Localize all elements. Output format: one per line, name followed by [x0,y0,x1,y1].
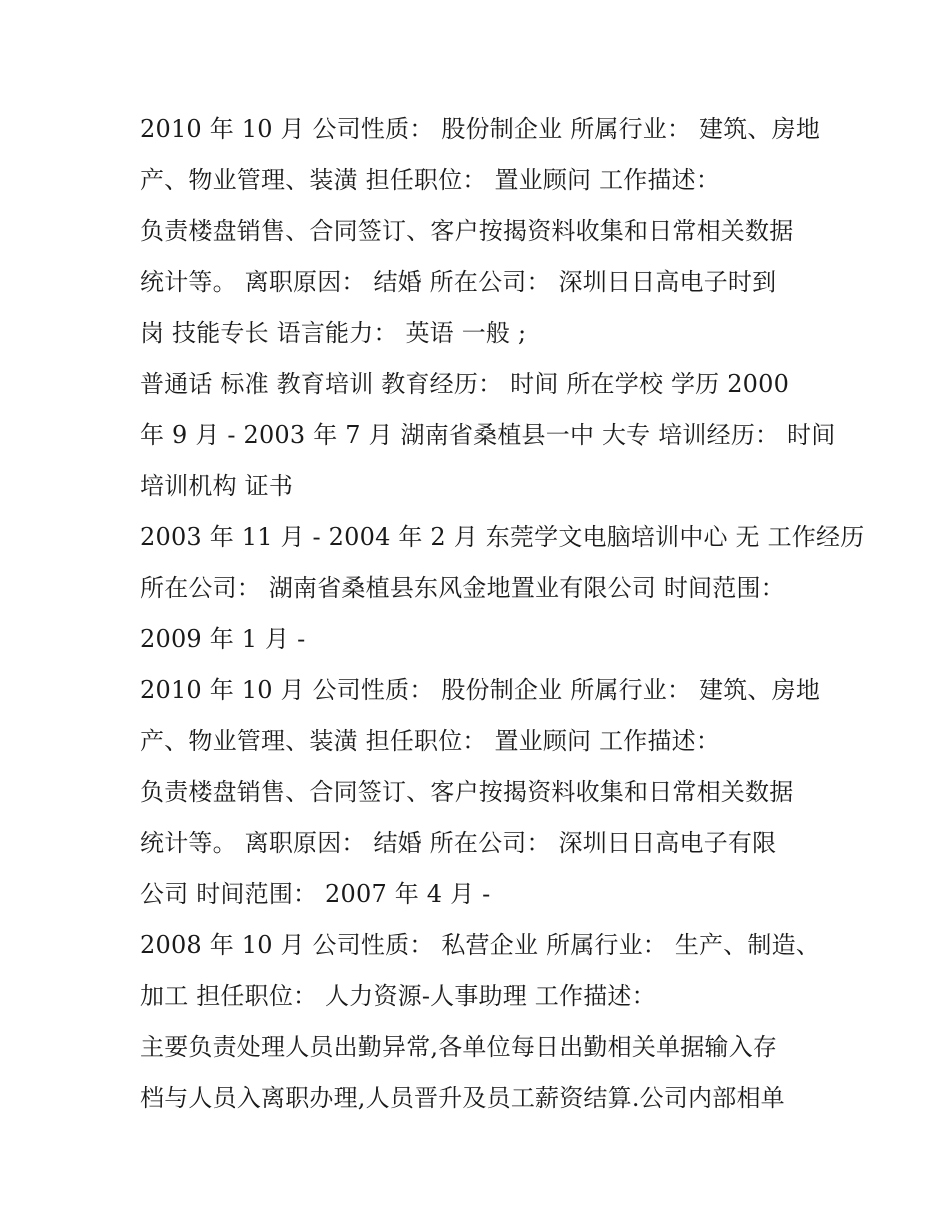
text-line: 负责楼盘销售、合同签订、客户按揭资料收集和日常相关数据 [140,217,794,245]
text-line: 所在公司： 湖南省桑植县东风金地置业有限公司 时间范围： [140,574,785,602]
text-line: 产、物业管理、装潢 担任职位： 置业顾问 工作描述： [140,166,721,194]
text-line: 产、物业管理、装潢 担任职位： 置业顾问 工作描述： [140,727,721,755]
text-line: 普通话 标准 教育培训 教育经历： 时间 所在学校 学历 2000 [140,370,790,398]
text-line: 统计等。 离职原因： 结婚 所在公司： 深圳日日高电子时到 [140,268,777,296]
text-line: 年 9 月 - 2003 年 7 月 湖南省桑植县一中 大专 培训经历： 时间 [140,421,836,449]
text-line: 负责楼盘销售、合同签订、客户按揭资料收集和日常相关数据 [140,778,794,806]
text-line: 2009 年 1 月 - [140,625,306,653]
text-line: 2010 年 10 月 公司性质： 股份制企业 所属行业： 建筑、房地 [140,115,821,143]
text-line: 2008 年 10 月 公司性质： 私营企业 所属行业： 生产、制造、 [140,931,821,959]
text-line: 加工 担任职位： 人力资源-人事助理 工作描述： [140,982,656,1010]
text-line: 2010 年 10 月 公司性质： 股份制企业 所属行业： 建筑、房地 [140,676,821,704]
text-line: 培训机构 证书 [140,472,294,500]
text-line: 统计等。 离职原因： 结婚 所在公司： 深圳日日高电子有限 [140,829,777,857]
text-line: 公司 时间范围： 2007 年 4 月 - [140,880,491,908]
text-line: 2003 年 11 月 - 2004 年 2 月 东莞学文电脑培训中心 无 工作经历 [140,523,865,551]
document-body [140,104,865,1124]
text-line: 主要负责处理人员出勤异常,各单位每日出勤相关单据输入存 [140,1033,778,1061]
text-line: 档与人员入离职办理,人员晋升及员工薪资结算.公司内部相单 [140,1084,785,1112]
text-line: 岗 技能专长 语言能力： 英语 一般 ; [140,319,527,347]
